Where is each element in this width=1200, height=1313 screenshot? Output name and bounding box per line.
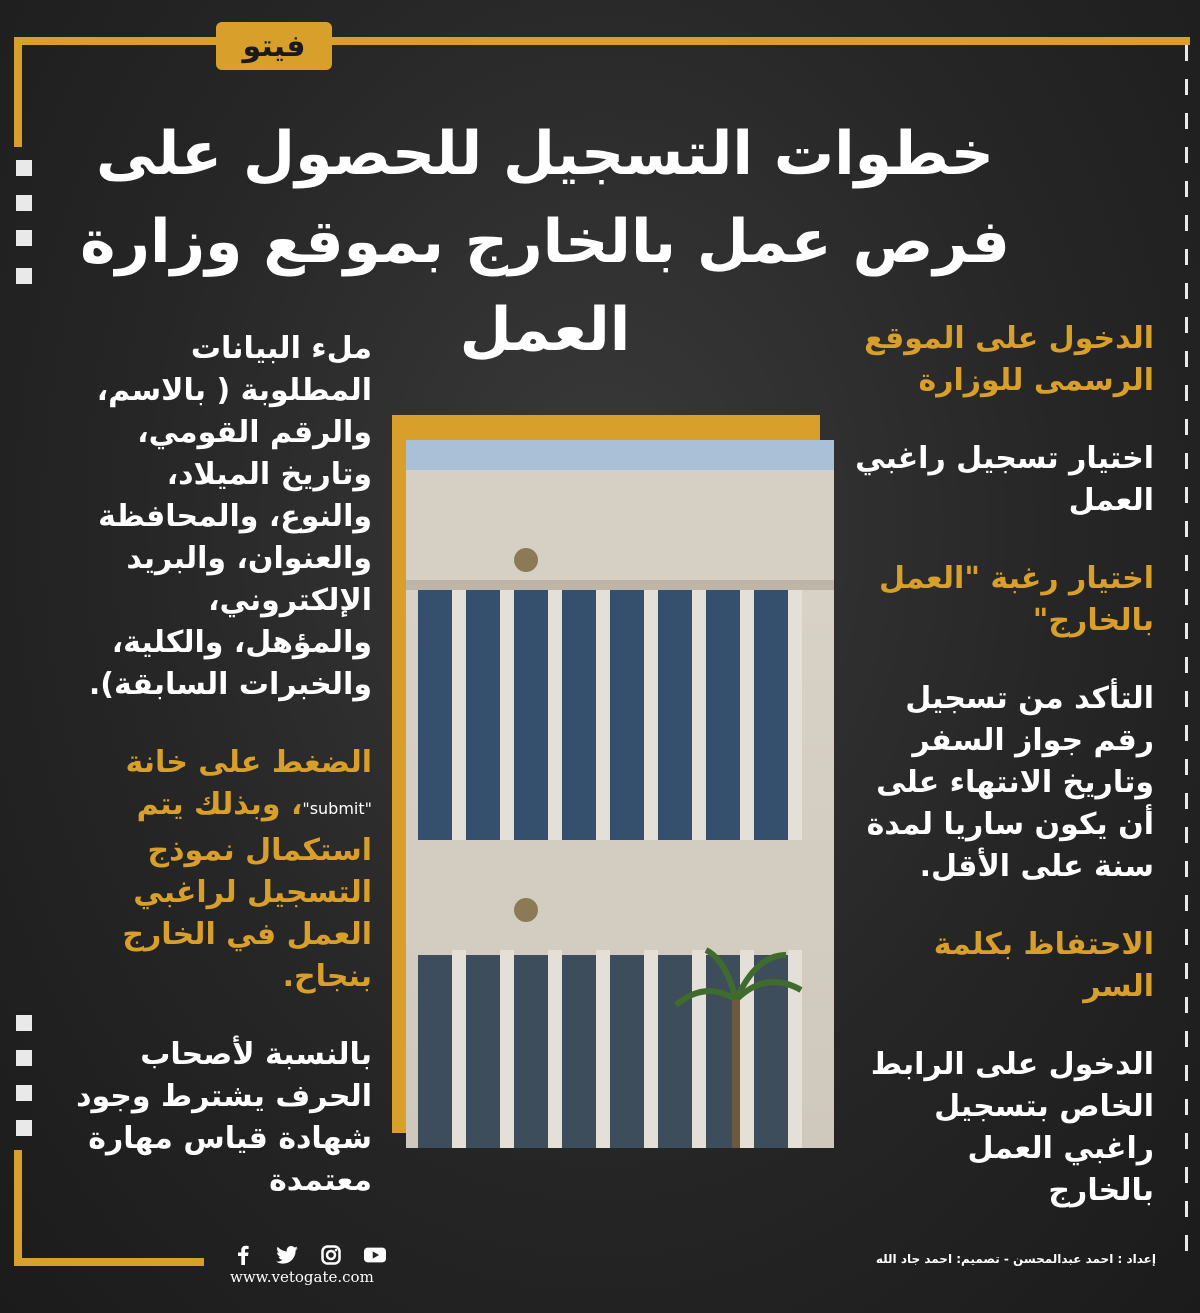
- side-dash: [16, 1120, 32, 1136]
- step-open-link: الدخول على الرابط الخاص بتسجيل راغبي العمل بالخارج: [870, 1047, 1154, 1208]
- frame-left-bar: [14, 37, 22, 147]
- side-dash: [16, 1085, 32, 1101]
- submit-suffix: ، وبذلك يتم استكمال نموذج التسجيل لراغبي العمل في الخارج بنجاح.: [122, 787, 372, 994]
- step-enter-site: الدخول على الموقع الرسمى للوزارة: [864, 321, 1154, 398]
- title-line-2: فرص عمل بالخارج بموقع وزارة العمل: [80, 207, 1010, 365]
- step-choose-abroad: اختيار رغبة "العمل بالخارج": [878, 561, 1154, 638]
- building-illustration: [406, 440, 834, 1148]
- submit-word: "submit": [302, 799, 372, 818]
- instagram-icon[interactable]: [320, 1244, 342, 1266]
- facebook-icon[interactable]: [232, 1244, 254, 1266]
- ministry-building-photo: [406, 440, 834, 1148]
- side-dash: [16, 268, 32, 284]
- step-choose-registration: اختيار تسجيل راغبي العمل: [855, 441, 1154, 518]
- frame-bottom-bar: [14, 1258, 204, 1266]
- side-dash: [16, 160, 32, 176]
- step-keep-password: الاحتفاظ بكلمة السر: [933, 927, 1154, 1004]
- step-crafts-requirement: بالنسبة لأصحاب الحرف يشترط وجود شهادة قياس مهارة معتمدة: [76, 1037, 372, 1198]
- frame-left-bottom-bar: [14, 1150, 22, 1266]
- credits: إعداد : احمد عبدالمحسن - تصميم: احمد جاد الله: [875, 1252, 1156, 1266]
- steps-left-column: [72, 328, 372, 1238]
- step-submit: [72, 742, 372, 998]
- title-line-1: خطوات التسجيل للحصول على: [95, 119, 994, 189]
- twitter-icon[interactable]: [276, 1244, 298, 1266]
- frame-top-bar: [14, 37, 1190, 45]
- side-dash: [16, 195, 32, 211]
- brand-logo-text: فيتو: [242, 28, 306, 64]
- social-icons: [232, 1244, 386, 1266]
- frame-right-dashes: [1185, 45, 1188, 1255]
- steps-right-column: [854, 318, 1154, 1248]
- brand-logo: [216, 22, 332, 70]
- step-fill-data: ملء البيانات المطلوبة ( بالاسم، والرقم القومي، وتاريخ الميلاد، والنوع، والمحافظة والعنوان، والبريد الإلكتروني، والمؤهل، والكلية، والخبرات السابقة).: [88, 331, 372, 702]
- submit-prefix: الضغط على خانة: [125, 745, 372, 780]
- website-url[interactable]: www.vetogate.com: [230, 1268, 374, 1286]
- side-dash: [16, 1015, 32, 1031]
- step-passport-check: التأكد من تسجيل رقم جواز السفر وتاريخ الانتهاء على أن يكون ساريا لمدة سنة على الأقل.: [866, 681, 1154, 884]
- youtube-icon[interactable]: [364, 1244, 386, 1266]
- side-dash: [16, 1050, 32, 1066]
- side-dash: [16, 230, 32, 246]
